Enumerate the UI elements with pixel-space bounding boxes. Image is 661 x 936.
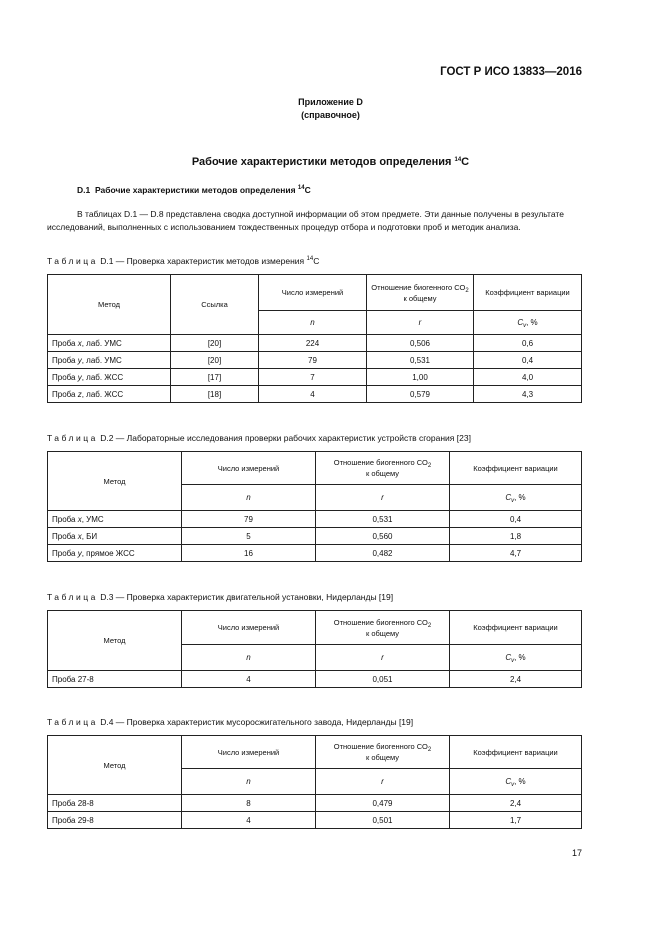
cell-n: 16 <box>182 545 316 562</box>
symbol-r: r <box>367 311 474 335</box>
table-d2 <box>47 451 582 562</box>
cell-cv: 0,4 <box>474 352 582 369</box>
cell-method: Проба у, лаб. ЖСС <box>48 369 171 386</box>
symbol-r: r <box>316 485 450 511</box>
cell-ref: [20] <box>171 335 259 352</box>
col-header-count: Число измерений <box>182 611 316 645</box>
cell-cv: 4,3 <box>474 386 582 403</box>
table2-caption: Таблица D.2 — Лабораторные исследования проверки рабочих характеристик устройств сгорания [23] <box>47 433 471 443</box>
cell-n: 4 <box>259 386 367 403</box>
cell-n: 4 <box>182 671 316 688</box>
cell-method: Проба 29-8 <box>48 812 182 829</box>
col-header-ratio: Отношение биогенного $СО_2$ к общему <box>316 611 450 645</box>
symbol-n: n <box>182 485 316 511</box>
cell-ref: [17] <box>171 369 259 386</box>
cell-cv: 4,7 <box>450 545 582 562</box>
cell-n: 79 <box>259 352 367 369</box>
page-title: Рабочие характеристики методов определения $^{14}$С <box>191 156 470 168</box>
cell-ref: [20] <box>171 352 259 369</box>
cell-r: 0,501 <box>316 812 450 829</box>
cell-r: 0,051 <box>316 671 450 688</box>
cell-r: 0,479 <box>316 795 450 812</box>
col-header-method: Метод <box>48 452 182 511</box>
col-header-ratio: Отношение биогенного $СО_2$ к общему <box>316 452 450 485</box>
cell-r: 0,506 <box>367 335 474 352</box>
table-row <box>48 386 582 403</box>
cell-r: 0,560 <box>316 528 450 545</box>
symbol-r: r <box>316 645 450 671</box>
cell-n: 5 <box>182 528 316 545</box>
col-header-count: Число измерений <box>182 452 316 485</box>
cell-r: 0,531 <box>316 511 450 528</box>
col-header-ref: Ссылка <box>171 275 259 335</box>
col-header-ratio: Отношение биогенного $СО_2$ к общему <box>367 275 474 311</box>
symbol-cv: $C_v$, % <box>450 645 582 671</box>
col-header-method: Метод <box>48 275 171 335</box>
cell-method: Проба 27-8 <box>48 671 182 688</box>
col-header-coef: Коэффициент вариации <box>450 736 582 769</box>
symbol-cv: $C_v$, % <box>450 769 582 795</box>
cell-cv: 0,6 <box>474 335 582 352</box>
cell-r: 0,531 <box>367 352 474 369</box>
cell-cv: 2,4 <box>450 795 582 812</box>
cell-n: 7 <box>259 369 367 386</box>
table-d4 <box>47 735 582 829</box>
cell-cv: 4,0 <box>474 369 582 386</box>
table-d3 <box>47 610 582 688</box>
col-header-method: Метод <box>48 736 182 795</box>
col-header-method: Метод <box>48 611 182 671</box>
cell-cv: 2,4 <box>450 671 582 688</box>
table-row <box>48 369 582 386</box>
annex-title: Приложение D <box>298 97 363 107</box>
cell-n: 79 <box>182 511 316 528</box>
cell-method: Проба х, БИ <box>48 528 182 545</box>
cell-n: 4 <box>182 812 316 829</box>
cell-method: Проба z, лаб. ЖСС <box>48 386 171 403</box>
col-header-ratio: Отношение биогенного $СО_2$ к общему <box>316 736 450 769</box>
cell-method: Проба 28-8 <box>48 795 182 812</box>
cell-method: Проба у, лаб. УМС <box>48 352 171 369</box>
symbol-cv: $C_v$, % <box>474 311 582 335</box>
cell-r: 0,482 <box>316 545 450 562</box>
col-header-coef: Коэффициент вариации <box>450 452 582 485</box>
annex-subtitle: (справочное) <box>301 110 360 120</box>
table-row <box>48 545 582 562</box>
standard-number: ГОСТ Р ИСО 13833—2016 <box>440 66 582 78</box>
cell-cv: 1,8 <box>450 528 582 545</box>
symbol-r: r <box>316 769 450 795</box>
table-row <box>48 511 582 528</box>
symbol-n: n <box>182 645 316 671</box>
page-number: 17 <box>571 848 582 858</box>
section-heading: D.1 Рабочие характеристики методов определения $^{14}$C <box>77 185 311 195</box>
cell-n: 224 <box>259 335 367 352</box>
cell-method: Проба x, УМС <box>48 511 182 528</box>
symbol-cv: $C_v$, % <box>450 485 582 511</box>
cell-r: 0,579 <box>367 386 474 403</box>
table-row <box>48 795 582 812</box>
table-row <box>48 528 582 545</box>
table-row <box>48 671 582 688</box>
cell-r: 1,00 <box>367 369 474 386</box>
col-header-coef: Коэффициент вариации <box>450 611 582 645</box>
cell-cv: 0,4 <box>450 511 582 528</box>
table-d1 <box>47 274 582 403</box>
table-row <box>48 352 582 369</box>
col-header-coef: Коэффициент вариации <box>474 275 582 311</box>
table-row <box>48 335 582 352</box>
symbol-n: n <box>182 769 316 795</box>
table4-caption: Таблица D.4 — Проверка характеристик мусоросжигательного завода, Нидерланды [19] <box>47 717 414 727</box>
cell-n: 8 <box>182 795 316 812</box>
cell-cv: 1,7 <box>450 812 582 829</box>
intro-paragraph: В таблицах D.1 — D.8 представлена сводка доступной информации об этом предмете. Эти данные получены в результате исследований, выполненных с использованием тождественных процедур отбора и подготовки проб и методик анализа. <box>47 209 564 232</box>
table-row <box>48 812 582 829</box>
col-header-count: Число измерений <box>182 736 316 769</box>
cell-method: Проба х, лаб. УМС <box>48 335 171 352</box>
table1-caption: Таблица D.1 — Проверка характеристик методов измерения $^{14}$С <box>47 256 320 266</box>
col-header-count: Число измерений <box>259 275 367 311</box>
cell-method: Проба у, прямое ЖСС <box>48 545 182 562</box>
table3-caption: Таблица D.3 — Проверка характеристик двигательной установки, Нидерланды [19] <box>47 592 394 602</box>
symbol-n: n <box>259 311 367 335</box>
cell-ref: [18] <box>171 386 259 403</box>
